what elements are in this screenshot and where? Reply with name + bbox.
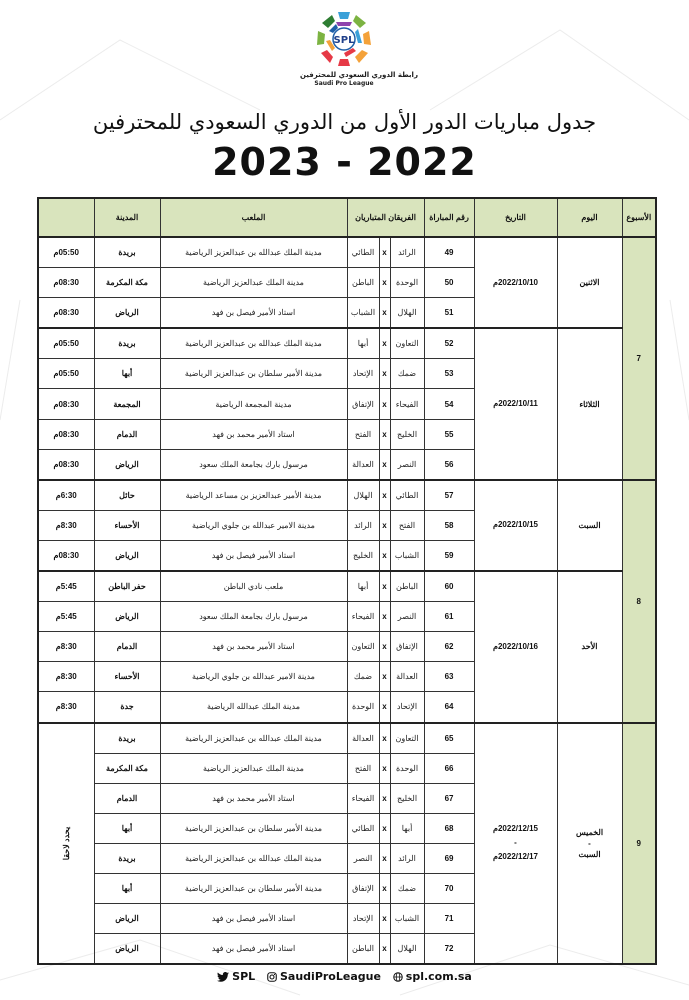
away-team: الإتفاق [347, 389, 379, 419]
match-number: 62 [424, 632, 474, 662]
city: الدمام [94, 632, 160, 662]
city: أبها [94, 813, 160, 843]
table-row [38, 328, 656, 359]
vs-symbol: x [379, 237, 390, 268]
match-number: 65 [424, 723, 474, 754]
stadium: استاد الأمير فيصل بن فهد [160, 904, 347, 934]
svg-text:SPL: SPL [333, 35, 355, 46]
city: بريدة [94, 237, 160, 268]
away-team: النصر [347, 843, 379, 873]
city: الدمام [94, 419, 160, 449]
stadium: مدينة الأمير سلطان بن عبدالعزيز الرياضية [160, 813, 347, 843]
kickoff-time: 05:50م [38, 237, 94, 268]
away-team: التعاون [347, 632, 379, 662]
page-title: جدول مباريات الدور الأول من الدوري السعودي للمحترفين [92, 110, 597, 134]
stadium: مدينة الأمير سلطان بن عبدالعزيز الرياضية [160, 873, 347, 903]
stadium: مدينة الملك عبدالعزيز الرياضية [160, 268, 347, 298]
away-team: الرائد [347, 510, 379, 540]
vs-symbol: x [379, 602, 390, 632]
spl-logo-mark-icon [313, 8, 375, 70]
match-date: 2022/10/10م [474, 237, 557, 328]
away-team: الإتفاق [347, 873, 379, 903]
vs-symbol: x [379, 692, 390, 723]
header-date: التاريخ [474, 198, 557, 237]
stadium: مدينة الملك عبدالله بن عبدالعزيز الرياضية [160, 723, 347, 754]
stadium: مرسول بارك بجامعة الملك سعود [160, 449, 347, 480]
away-team: ضمك [347, 662, 379, 692]
kickoff-time-tbd [38, 723, 94, 965]
match-day-separator: - [588, 838, 591, 848]
city: الرياض [94, 602, 160, 632]
instagram-handle[interactable] [267, 970, 385, 983]
match-number: 54 [424, 389, 474, 419]
table-header-row [38, 198, 656, 237]
home-team: الشباب [390, 540, 424, 571]
stadium: استاد الأمير فيصل بن فهد [160, 934, 347, 965]
match-number: 66 [424, 753, 474, 783]
vs-symbol: x [379, 753, 390, 783]
twitter-handle[interactable] [217, 970, 259, 983]
vs-symbol: x [379, 783, 390, 813]
away-team: الطائي [347, 813, 379, 843]
home-team: النصر [390, 602, 424, 632]
table-row [38, 480, 656, 511]
kickoff-time: 6:30م [38, 480, 94, 511]
city: حائل [94, 480, 160, 511]
kickoff-time: 08:30م [38, 268, 94, 298]
match-number: 61 [424, 602, 474, 632]
vs-symbol: x [379, 571, 390, 602]
match-day-start: الخميس [575, 827, 604, 837]
home-team: الإتفاق [390, 632, 424, 662]
city: بريدة [94, 723, 160, 754]
city: جدة [94, 692, 160, 723]
home-team: أبها [390, 813, 424, 843]
social-footer [0, 970, 689, 983]
instagram-icon [267, 972, 277, 982]
vs-symbol: x [379, 662, 390, 692]
away-team: أبها [347, 328, 379, 359]
away-team: الوحدة [347, 692, 379, 723]
globe-icon [393, 972, 403, 982]
vs-symbol: x [379, 540, 390, 571]
table-row [38, 237, 656, 268]
match-number: 68 [424, 813, 474, 843]
match-date-end: 2022/12/17م [493, 852, 539, 862]
match-number: 63 [424, 662, 474, 692]
website-link[interactable] [393, 970, 472, 983]
logo-name-english: Saudi Pro League [314, 80, 374, 87]
city: مكة المكرمة [94, 753, 160, 783]
instagram-label: SaudiProLeague [280, 970, 381, 983]
city: الدمام [94, 783, 160, 813]
header-stadium: الملعب [160, 198, 347, 237]
match-number: 59 [424, 540, 474, 571]
home-team: الخليج [390, 419, 424, 449]
match-number: 69 [424, 843, 474, 873]
header-city: المدينة [94, 198, 160, 237]
match-number: 67 [424, 783, 474, 813]
away-team: الفيحاء [347, 602, 379, 632]
home-team: التعاون [390, 328, 424, 359]
away-team: الفتح [347, 753, 379, 783]
city: أبها [94, 359, 160, 389]
stadium: استاد الأمير محمد بن فهد [160, 419, 347, 449]
stadium: مدينة الملك عبدالله الرياضية [160, 692, 347, 723]
table-row [38, 723, 656, 754]
away-team: الفيحاء [347, 783, 379, 813]
match-number: 72 [424, 934, 474, 965]
header-week: الأسبوع [622, 198, 656, 237]
kickoff-time: 8:30م [38, 692, 94, 723]
match-number: 70 [424, 873, 474, 903]
city: الرياض [94, 449, 160, 480]
city: أبها [94, 873, 160, 903]
schedule-table [37, 197, 657, 965]
city: مكة المكرمة [94, 268, 160, 298]
vs-symbol: x [379, 298, 390, 329]
kickoff-time: 8:30م [38, 510, 94, 540]
stadium: مدينة الأمير عبدالعزيز بن مساعد الرياضية [160, 480, 347, 511]
match-day: الثلاثاء [557, 328, 622, 479]
home-team: الوحدة [390, 753, 424, 783]
city: بريدة [94, 328, 160, 359]
home-team: الخليج [390, 783, 424, 813]
match-day-end: السبت [578, 849, 601, 859]
stadium: مدينة الملك عبدالله بن عبدالعزيز الرياضية [160, 237, 347, 268]
stadium: مدينة المجمعة الرياضية [160, 389, 347, 419]
away-team: الخليج [347, 540, 379, 571]
stadium: استاد الأمير فيصل بن فهد [160, 298, 347, 329]
city: الأحساء [94, 510, 160, 540]
header-teams: الفريقان المتباريان [347, 198, 424, 237]
kickoff-time: 5:45م [38, 602, 94, 632]
kickoff-time: 08:30م [38, 298, 94, 329]
kickoff-time: 08:30م [38, 389, 94, 419]
match-number: 56 [424, 449, 474, 480]
twitter-bird-icon [217, 972, 229, 982]
tbd-label: يحدد لاحقا [61, 826, 71, 861]
match-number: 60 [424, 571, 474, 602]
home-team: الوحدة [390, 268, 424, 298]
table-row [38, 571, 656, 602]
kickoff-time: 08:30م [38, 449, 94, 480]
away-team: أبها [347, 571, 379, 602]
match-number: 55 [424, 419, 474, 449]
city: الرياض [94, 298, 160, 329]
match-number: 51 [424, 298, 474, 329]
match-day: السبت [557, 480, 622, 571]
city: حفر الباطن [94, 571, 160, 602]
stadium: استاد الأمير محمد بن فهد [160, 783, 347, 813]
kickoff-time: 08:30م [38, 540, 94, 571]
kickoff-time: 05:50م [38, 359, 94, 389]
away-team: العدالة [347, 449, 379, 480]
away-team: الفتح [347, 419, 379, 449]
home-team: الباطن [390, 571, 424, 602]
away-team: الشباب [347, 298, 379, 329]
match-number: 53 [424, 359, 474, 389]
match-date [474, 723, 557, 965]
vs-symbol: x [379, 510, 390, 540]
website-label: spl.com.sa [405, 970, 472, 983]
match-number: 58 [424, 510, 474, 540]
away-team: العدالة [347, 723, 379, 754]
home-team: الفيحاء [390, 389, 424, 419]
home-team: الرائد [390, 843, 424, 873]
match-number: 57 [424, 480, 474, 511]
week-number: 8 [622, 480, 656, 723]
match-number: 52 [424, 328, 474, 359]
vs-symbol: x [379, 934, 390, 965]
vs-symbol: x [379, 723, 390, 754]
vs-symbol: x [379, 359, 390, 389]
header-time [38, 198, 94, 237]
twitter-label: SPL [232, 970, 256, 983]
city: بريدة [94, 843, 160, 873]
kickoff-time: 08:30م [38, 419, 94, 449]
city: الأحساء [94, 662, 160, 692]
match-date-start: 2022/12/15م [493, 824, 539, 834]
match-day: الأحد [557, 571, 622, 722]
match-number: 71 [424, 904, 474, 934]
logo-name-arabic: رابطة الدوري السعودي للمحترفين [300, 71, 418, 79]
stadium: مدينة الامير عبدالله بن جلوي الرياضية [160, 510, 347, 540]
vs-symbol: x [379, 449, 390, 480]
match-date: 2022/10/11م [474, 328, 557, 479]
city: الرياض [94, 540, 160, 571]
stadium: مدينة الأمير سلطان بن عبدالعزيز الرياضية [160, 359, 347, 389]
stadium: استاد الأمير فيصل بن فهد [160, 540, 347, 571]
kickoff-time: 8:30م [38, 662, 94, 692]
city: الرياض [94, 934, 160, 965]
match-date: 2022/10/15م [474, 480, 557, 571]
away-team: الإتحاد [347, 359, 379, 389]
match-number: 49 [424, 237, 474, 268]
vs-symbol: x [379, 843, 390, 873]
home-team: الطائي [390, 480, 424, 511]
stadium: مدينة الملك عبدالله بن عبدالعزيز الرياضية [160, 328, 347, 359]
vs-symbol: x [379, 813, 390, 843]
stadium: مرسول بارك بجامعة الملك سعود [160, 602, 347, 632]
home-team: النصر [390, 449, 424, 480]
home-team: الرائد [390, 237, 424, 268]
match-day [557, 723, 622, 965]
home-team: الإتحاد [390, 692, 424, 723]
vs-symbol: x [379, 268, 390, 298]
match-number: 64 [424, 692, 474, 723]
home-team: الهلال [390, 298, 424, 329]
vs-symbol: x [379, 873, 390, 903]
week-number: 7 [622, 237, 656, 480]
stadium: استاد الأمير محمد بن فهد [160, 632, 347, 662]
away-team: الطائي [347, 237, 379, 268]
away-team: الباطن [347, 268, 379, 298]
home-team: التعاون [390, 723, 424, 754]
vs-symbol: x [379, 419, 390, 449]
away-team: الإتحاد [347, 904, 379, 934]
match-date: 2022/10/16م [474, 571, 557, 722]
spl-logo [300, 8, 418, 100]
home-team: ضمك [390, 873, 424, 903]
home-team: الفتح [390, 510, 424, 540]
home-team: الهلال [390, 934, 424, 965]
kickoff-time: 8:30م [38, 632, 94, 662]
vs-symbol: x [379, 632, 390, 662]
vs-symbol: x [379, 328, 390, 359]
match-day: الاثنين [557, 237, 622, 328]
header-match-number: رقم المباراة [424, 198, 474, 237]
header-day: اليوم [557, 198, 622, 237]
home-team: ضمك [390, 359, 424, 389]
match-number: 50 [424, 268, 474, 298]
away-team: الباطن [347, 934, 379, 965]
stadium: مدينة الملك عبدالله بن عبدالعزيز الرياضية [160, 843, 347, 873]
vs-symbol: x [379, 389, 390, 419]
kickoff-time: 05:50م [38, 328, 94, 359]
home-team: العدالة [390, 662, 424, 692]
home-team: الشباب [390, 904, 424, 934]
stadium: مدينة الامير عبدالله بن جلوي الرياضية [160, 662, 347, 692]
vs-symbol: x [379, 480, 390, 511]
vs-symbol: x [379, 904, 390, 934]
kickoff-time: 5:45م [38, 571, 94, 602]
city: المجمعة [94, 389, 160, 419]
match-date-separator: - [514, 838, 517, 848]
away-team: الهلال [347, 480, 379, 511]
week-number: 9 [622, 723, 656, 965]
city: الرياض [94, 904, 160, 934]
season-title: 2023 - 2022 [212, 140, 477, 184]
stadium: ملعب نادي الباطن [160, 571, 347, 602]
stadium: مدينة الملك عبدالعزيز الرياضية [160, 753, 347, 783]
